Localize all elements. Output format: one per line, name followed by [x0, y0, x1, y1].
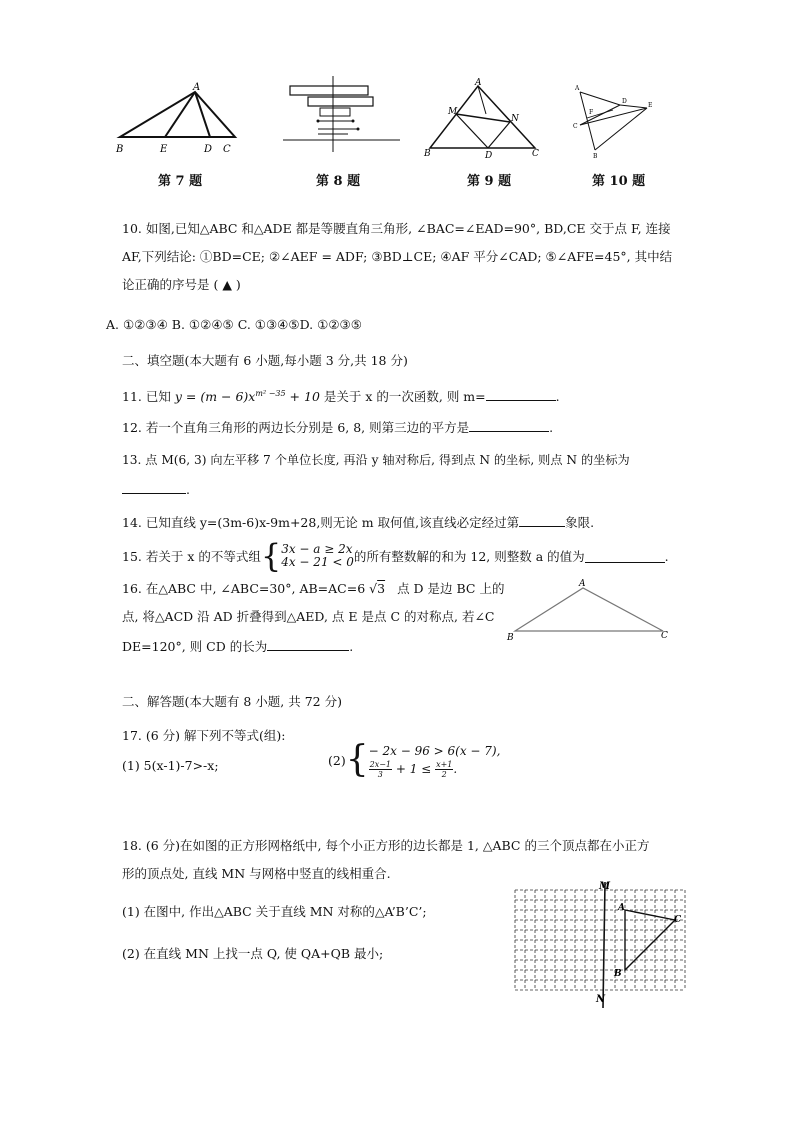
q17-part-2 — [328, 740, 500, 780]
q16-line-3-text: DE=120°, 则 CD 的长为 — [122, 639, 268, 654]
q18-line-1: 18. (6 分)在如图的正方形网格纸中, 每个小正方形的边长都是 1, △ABC 的三个顶点都在小正方 — [122, 838, 650, 853]
q16-line-1b: 点 D 是边 BC 上的 — [397, 581, 505, 596]
q18-part-1: (1) 在图中, 作出△ABC 关于直线 MN 对称的△A’B’C’; — [122, 904, 427, 919]
fig10-label-a: A — [575, 85, 580, 92]
fig10-label-b: B — [593, 153, 598, 160]
fig9-label-c: C — [532, 149, 539, 159]
q10-line-2: AF,下列结论: ①BD=CE; ②∠AEF = ADF; ③BD⊥CE; ④AF 平分∠CAD; ⑤∠AFE=45°, 其中结 — [122, 249, 673, 264]
figure-8-caption: 第 8 题 — [316, 174, 361, 189]
q15-suffix: 的所有整数解的和为 12, 则整数 a 的值为 — [353, 548, 585, 564]
fig10-label-f: F — [589, 109, 594, 116]
q17-mid: + 1 ≤ — [395, 761, 432, 776]
fig10-label-d: D — [622, 98, 627, 105]
q16-triangle-figure — [505, 578, 675, 642]
q11-formula: y = (m − 6)x — [174, 389, 256, 405]
fig9-label-a: A — [475, 78, 482, 88]
q16-answer-blank[interactable] — [267, 637, 349, 651]
q16-line-1-text: 16. 在△ABC 中, ∠ABC=30°, AB=AC=6 — [122, 581, 366, 596]
q15-end: . — [664, 548, 669, 564]
q15-ineq-1: 3x − a ≥ 2x — [281, 542, 353, 556]
q12-end: . — [549, 420, 554, 435]
figure-9-caption: 第 9 题 — [467, 174, 512, 189]
q18-line-2: 形的顶点处, 直线 MN 与网格中竖直的线相重合. — [122, 866, 391, 881]
fig9-label-b: B — [424, 149, 431, 159]
q11 — [122, 385, 560, 405]
q10-line-3: 论正确的序号是 ( ▲ ) — [122, 277, 241, 292]
q18-label-n: N — [596, 994, 606, 1005]
q13-text: 13. 点 M(6, 3) 向左平移 7 个单位长度, 再沿 y 轴对称后, 得到点 N 的坐标, 则点 N 的坐标为 — [122, 453, 630, 467]
q14-text: 14. 已知直线 y=(3m-6)x-9m+28,则无论 m 取何值,该直线必定经过第 — [122, 515, 520, 530]
fig9-label-m: M — [448, 107, 458, 117]
q16-label-a: A — [579, 579, 586, 589]
q13-end: . — [186, 482, 190, 497]
q12 — [122, 418, 553, 436]
q11-end: . — [555, 389, 560, 405]
q15-ineq-2: 4x − 21 < 0 — [281, 555, 354, 569]
section-2-heading: 二、填空题(本大题有 6 小题,每小题 3 分,共 18 分) — [122, 353, 408, 368]
q17-frac-1: $\frac{2x-1}{3}$ — [369, 759, 392, 779]
q14-answer-blank[interactable] — [519, 513, 565, 527]
fig7-label-d: D — [204, 144, 213, 155]
q16-label-c: C — [661, 631, 668, 641]
q17-title: 17. (6 分) 解下列不等式(组): — [122, 728, 286, 743]
q17-part-2-label: (2) — [328, 752, 346, 768]
q17-ineq-1: − 2x − 96 > 6(x − 7), — [368, 743, 501, 758]
q10-options: A. ①②③④ B. ①②④⑤ C. ①③④⑤D. ①②③⑤ — [106, 317, 362, 332]
fig10-label-e: E — [648, 102, 653, 109]
q16-line-1 — [122, 580, 504, 597]
figure-10-diagram — [565, 80, 655, 160]
q18-part-2: (2) 在直线 MN 上找一点 Q, 使 QA+QB 最小; — [122, 946, 384, 961]
q11-answer-blank[interactable] — [486, 387, 556, 401]
q16-sqrt: √3 — [369, 581, 386, 596]
q16-line-3 — [122, 637, 353, 655]
q16-line-2: 点, 将△ACD 沿 AD 折叠得到△AED, 点 E 是点 C 的对称点, 若∠C — [122, 609, 495, 624]
fig7-label-b: B — [116, 144, 124, 155]
fig10-label-c: C — [573, 123, 578, 130]
fig9-label-d: D — [485, 151, 493, 160]
figure-7-caption: 第 7 题 — [158, 174, 203, 189]
q16-label-b: B — [507, 633, 514, 642]
q16-end: . — [349, 639, 354, 654]
q18-label-m: M — [599, 881, 611, 892]
fig9-label-n: N — [511, 114, 519, 124]
q12-answer-blank[interactable] — [469, 418, 549, 432]
fig7-label-c: C — [223, 144, 231, 155]
q14 — [122, 513, 594, 531]
q18-label-a: A — [618, 903, 625, 913]
q14-end: 象限. — [565, 515, 595, 530]
figure-8-diagram — [278, 74, 403, 154]
q17-brace: { — [345, 739, 369, 780]
q18-label-c: C — [674, 915, 682, 925]
q15 — [122, 537, 669, 575]
q11-suffix: 是关于 x 的一次函数, 则 m= — [323, 389, 486, 405]
figure-10-caption: 第 10 题 — [592, 174, 646, 189]
figure-9-diagram — [420, 78, 545, 160]
q15-brace: { — [260, 537, 282, 575]
q15-answer-blank[interactable] — [585, 549, 665, 563]
q18-grid-figure — [510, 880, 690, 1015]
q15-prefix: 15. 若关于 x 的不等式组 — [122, 548, 261, 564]
q11-exponent: m² −35 — [255, 389, 286, 398]
q11-prefix: 11. 已知 — [122, 389, 171, 405]
q11-formula-tail: + 10 — [285, 389, 320, 405]
section-3-heading: 二、解答题(本大题有 8 小题, 共 72 分) — [122, 694, 342, 709]
figure-7-diagram — [110, 80, 250, 160]
q13-answer-blank[interactable] — [122, 480, 186, 494]
fig7-label-a: A — [193, 82, 201, 93]
q17-ineq-2-end: . — [453, 761, 458, 776]
q10-line-1: 10. 如图,已知△ABC 和△ADE 都是等腰直角三角形, ∠BAC=∠EAD=90°, BD,CE 交于点 F, 连接 — [122, 221, 671, 236]
q17-frac-2: $\frac{x+1}{2}$ — [436, 759, 453, 779]
q18-label-b: B — [614, 969, 622, 979]
q13-answer-line — [122, 480, 190, 498]
q12-text: 12. 若一个直角三角形的两边长分别是 6, 8, 则第三边的平方是 — [122, 420, 470, 435]
q17-part-1: (1) 5(x-1)-7>-x; — [122, 758, 219, 773]
fig7-label-e: E — [160, 144, 168, 155]
